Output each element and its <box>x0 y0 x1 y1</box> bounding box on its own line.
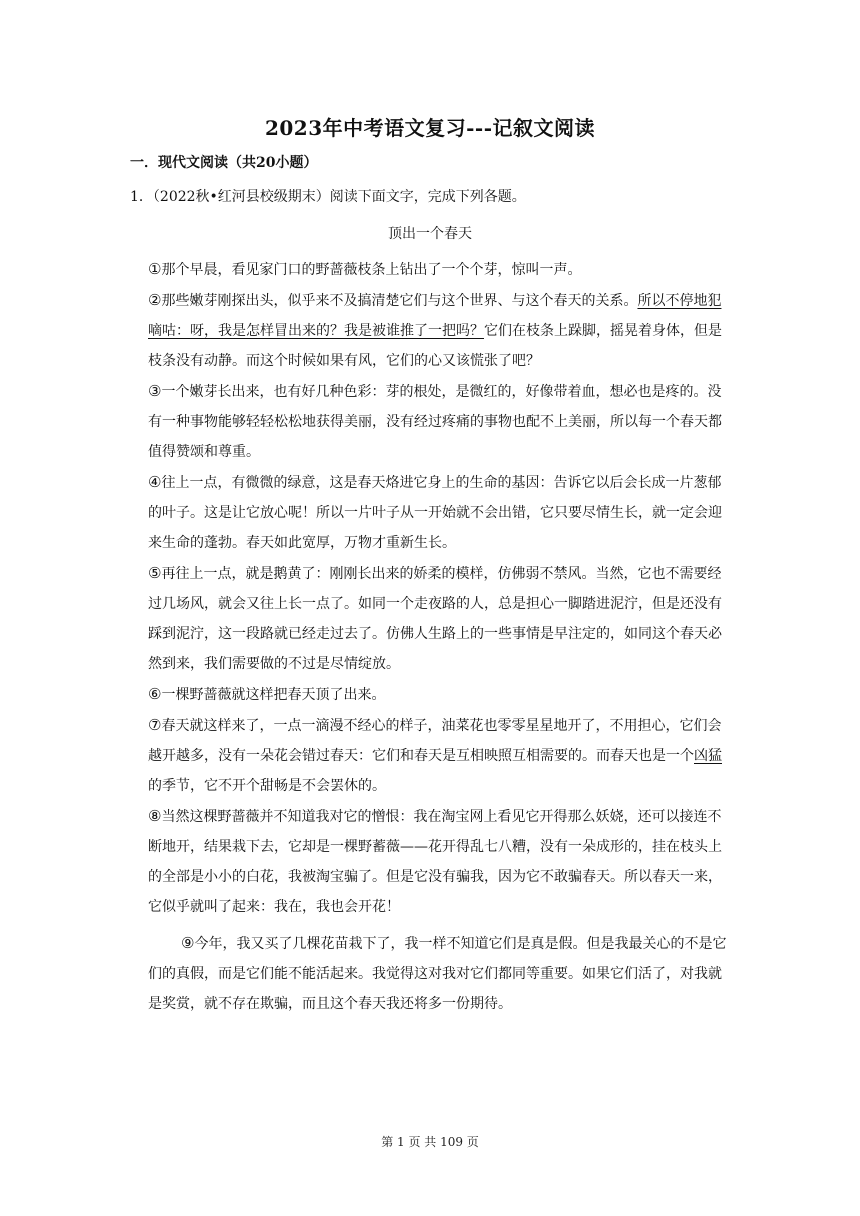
section-heading: 一．现代文阅读（共20小题） <box>130 155 318 171</box>
paragraph-number: ④ <box>148 473 162 491</box>
document-title: 2023年中考语文复习---记叙文阅读 <box>264 116 596 140</box>
page-footer: 第 1 页 共 109 页 <box>381 1135 479 1149</box>
paragraph-number: ⑤ <box>148 564 162 582</box>
paragraph-text: 春天就这样来了，一点一滴漫不经心的样子，油菜花也零零星星地开了，不用担心，它们会越开越多，没有一朵花会错过春天：它们和春天是互相映照互相需要的。而春天也是一个 <box>148 718 722 764</box>
paragraph-number: ⑥ <box>148 685 162 703</box>
article-paragraph <box>148 710 732 801</box>
article-paragraph <box>148 801 732 922</box>
paragraph-number: ⑦ <box>148 716 162 734</box>
paragraph-text: 一个嫩芽长出来，也有好几种色彩：芽的根处，是微红的，好像带着血，想必也是疼的。没有一种事物能够轻轻松松地获得美丽，没有经过疼痛的事物也配不上美丽，所以每一个春天都值得赞颂和尊重。 <box>148 384 722 460</box>
paragraph-text: 那个早晨，看见家门口的野蔷薇枝条上钻出了一个个芽，惊叫一声。 <box>161 262 582 278</box>
paragraph-text: 往上一点，有微微的绿意，这是春天烙进它身上的生命的基因：告诉它以后会长成一片葱郁的叶子。这是让它放心呢！所以一片叶子从一开始就不会出错，它只要尽情生长，就一定会迎来生命的蓬勃。春天如此宽厚，万物才重新生长。 <box>148 475 722 551</box>
article-paragraph <box>148 467 732 558</box>
article-body <box>148 254 732 1019</box>
article-paragraph <box>148 376 732 467</box>
paragraph-text: 一棵野蔷薇就这样把春天顶了出来。 <box>161 687 386 703</box>
paragraph-number: ⑧ <box>148 807 162 825</box>
article-paragraph <box>148 558 732 679</box>
paragraph-number: ① <box>148 260 162 278</box>
article-paragraph <box>148 285 732 376</box>
paragraph-text: 当然这棵野蔷薇并不知道我对它的憎恨：我在淘宝网上看见它开得那么妖娆，还可以接连不断地开，结果栽下去，它却是一棵野蓄薇——花开得乱七八糟，没有一朵成形的，挂在枝头上的全部是小小的白花，我被淘宝骗了。但是它没有骗我，因为它不敢骗春天。所以春天一来，它似乎就叫了起来：我在，我也会开花！ <box>148 809 722 915</box>
paragraph-text: 再往上一点，就是鹅黄了：刚刚长出来的娇柔的模样，仿佛弱不禁风。当然，它也不需要经过几场风，就会又往上长一点了。如同一个走夜路的人，总是担心一脚踏进泥泞，但是还没有踩到泥泞，这一段路就已经走过去了。仿佛人生路上的一些事情是早注定的，如同这个春天必然到来，我们需要做的不过是尽情绽放。 <box>148 566 722 672</box>
underlined-text: 所以不停地犯嘀咕：呀，我是怎样冒出来的？我是被谁推了一把吗？ <box>148 293 722 339</box>
article-paragraph <box>148 928 732 1019</box>
paragraph-text: 今年，我又买了几棵花苗栽下了，我一样不知道它们是真是假。但是我最关心的不是它们的真假，而是它们能不能活起来。我觉得这对我对它们都同等重要。如果它们活了，对我就是奖赏，就不存在欺骗，而且这个春天我还将多一份期待。 <box>148 936 727 1012</box>
paragraph-number: ⑨ <box>181 934 195 952</box>
paragraph-number: ③ <box>148 382 162 400</box>
article-paragraph <box>148 254 732 285</box>
paragraph-text: 它们在枝条上跺脚，摇晃着身体，但是枝条没有动静。而这个时候如果有风，它们的心又该慌张了吧？ <box>148 323 722 369</box>
paragraph-text: 的季节，它不开个甜畅是不会罢休的。 <box>148 778 386 794</box>
question-intro: 1．（2022秋•红河县校级期末）阅读下面文字，完成下列各题。 <box>130 189 526 205</box>
underlined-text: 凶猛 <box>694 748 722 764</box>
article-title: 顶出一个春天 <box>388 226 472 242</box>
article-paragraph <box>148 679 732 710</box>
paragraph-text: 那些嫩芽刚探出头，似乎来不及搞清楚它们与这个世界、与这个春天的关系。 <box>161 293 638 309</box>
paragraph-number: ② <box>148 291 162 309</box>
